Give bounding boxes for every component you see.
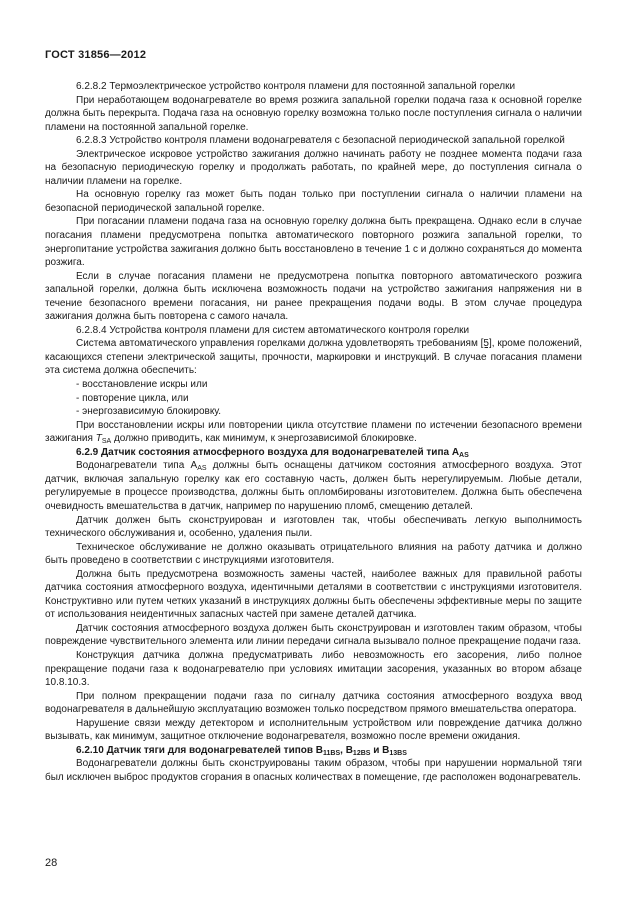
paragraph: При неработающем водонагревателе во время розжига запальной горелки подача газа к основной горелке должна быть перекрыта. Подача газа на основную горелку возможна только после поступления сигнала о наличии пламени на постоянной запальной горелке. [45,94,582,133]
paragraph [45,337,582,378]
clause-6-2-8-3-title: 6.2.8.3 Устройство контроля пламени водонагревателя с безопасной периодической запальной горелкой [76,135,565,147]
list-item: - повторение цикла, или [76,392,189,404]
list-item: - восстановление искры или [76,379,208,391]
text-run: , кроме положений, касающихся степени электрической защиты, прочности, маркировки и инструкций. В случае погасания пламени эта система должна обеспечить: [45,338,582,377]
subscript: SA [101,438,112,446]
paragraph: Должна быть предусмотрена возможность замены частей, наиболее важных для правильной работы датчика состояния атмосферного воздуха, идентичными деталями в соответствии с инструкциями изготовителя. Конструктивно или путем четких указаний в инструкциях должны быть обеспечены эффективные меры по защите от использования неидентичных запасных частей при замене деталей датчика. [45,568,582,621]
subscript: 12BS [352,749,371,757]
text-run: должны быть оснащены датчиком состояния атмосферного воздуха. Этот датчик, включая запальную горелку как его составную часть, должен быть нерегулируемым. Любые детали, регулируемые в процессе производства, должны быть опломбированы изготовителем. Должна быть обеспечена очевидность вмешательства в датчик, например по нарушению пломб, смещению деталей. [45,460,582,512]
subscript: AS [459,451,469,459]
heading-text: 6.2.9 Датчик состояния атмосферного воздуха для водонагревателей типа A [76,446,460,458]
list-item: - энергозависимую блокировку. [76,406,222,418]
clause-6-2-9-heading [45,446,582,460]
text-run: При восстановлении искры или повторении цикла отсутствие пламени по истечении безопасного времени зажигания [45,419,582,445]
text-run: Система автоматического управления горелками должна удовлетворять требованиям [76,338,481,350]
document-header: ГОСТ 31856—2012 [45,49,147,61]
paragraph: Конструкция датчика должна предусматривать либо невозможность его засорения, либо полное прекращение подачи газа к водонагревателю при условиях имитации засорения, указанных во втором абзаце 10.8.10.3. [45,649,582,689]
paragraph: При погасании пламени подача газа на основную горелку должна быть прекращена. Однако если в случае погасания пламени предусмотрена попытка автоматического повторного розжига запальной горелки, то энергопитание устройства зажигания должно быть восстановлено в течение 1 с и должно сохраняться до момента розжига. [45,216,582,269]
paragraph: На основную горелку газ может быть подан только при поступлении сигнала о наличии пламени на безопасной периодической запальной горелке. [45,189,582,214]
heading-text: и B [370,744,390,756]
symbol-t: T [95,433,102,445]
page-number: 28 [45,857,58,869]
reference-link[interactable]: [5] [480,338,492,350]
paragraph: Электрическое искровое устройство зажигания должно начинать работу не позднее момента подачи газа на безопасную периодическую горелку и продолжать работать, по крайней мере, до поступления сигнала о наличии пламени на горелке. [45,148,582,187]
clause-6-2-8-2-title: 6.2.8.2 Термоэлектрическое устройство контроля пламени для постоянной запальной горелки [76,81,516,92]
paragraph [45,419,582,446]
paragraph: Нарушение связи между детектором и исполнительным устройством или повреждение датчика должно вызывать, как минимум, защитное отключение водонагревателя, возможно после времени ожидания. [45,717,582,743]
heading-text: 6.2.10 Датчик тяги для водонагревателей типов B [76,744,324,756]
subscript: AS [197,465,207,473]
text-run: должно приводить, как минимум, к энергозависимой блокировке. [111,433,417,445]
document-body [45,80,582,784]
paragraph [45,459,582,513]
heading-text: , B [340,744,353,756]
subscript: 11BS [323,749,341,757]
paragraph: Водонагреватели должны быть сконструированы таким образом, чтобы при нарушении нормальной тяги был исключен выброс продуктов сгорания в опасных количествах в помещение, где расположен водонагреватель. [45,758,582,783]
paragraph: Датчик состояния атмосферного воздуха должен быть сконструирован и изготовлен таким образом, чтобы повреждение чувствительного элемента или линии передачи сигнала вызывало полное прекращение подачи газа. [45,622,582,648]
paragraph: Если в случае погасания пламени не предусмотрена попытка повторного автоматического розжига запальной горелки, должна быть исключена возможность подачи на устройство зажигания напряжения ни в течение безопасного времени погасания, ни ранее прекращения подачи воды. В этом случае процедура зажигания должна быть повторена с самого начала. [45,270,582,323]
text-run: Водонагреватели типа A [76,460,198,472]
clause-6-2-10-heading [45,744,582,758]
subscript: 13BS [389,749,407,757]
paragraph: При полном прекращении подачи газа по сигналу датчика состояния атмосферного воздуха ввод водонагревателя в дальнейшую эксплуатацию возможен только посредством прямого вмешательства оператора. [45,690,582,716]
paragraph: Техническое обслуживание не должно оказывать отрицательного влияния на работу датчика и должно быть проведено в соответствии с инструкциями изготовителя. [45,541,582,567]
clause-6-2-8-4-title: 6.2.8.4 Устройства контроля пламени для систем автоматического контроля горелки [76,324,470,336]
paragraph: Датчик должен быть сконструирован и изготовлен так, чтобы обеспечивать легкую выполнимость технического обслуживания и, особенно, удаления пыли. [45,514,582,540]
